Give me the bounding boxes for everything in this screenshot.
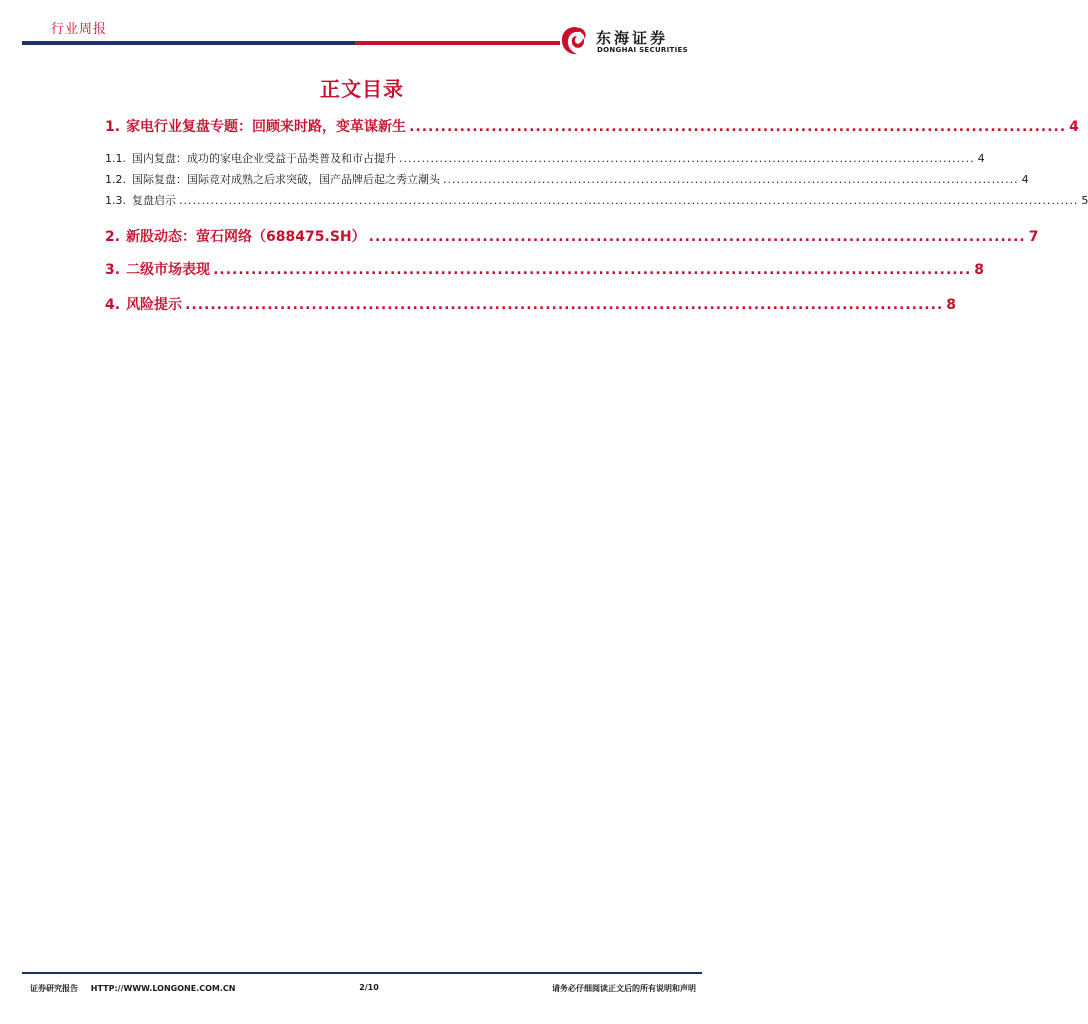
footer-page-number: 2/10 xyxy=(359,983,379,992)
toc-entry-number: 4. xyxy=(105,297,121,313)
toc-entry-page: 4 xyxy=(1021,173,1029,186)
toc-dot-leader: ........................................................................................................................................................................................................ xyxy=(179,194,1079,207)
footer-website-link[interactable]: HTTP://WWW.LONGONE.COM.CN xyxy=(90,984,236,993)
toc-entry-1-1[interactable] xyxy=(105,150,985,166)
toc-entry-page: 5 xyxy=(1081,194,1088,207)
toc-entry-number: 3. xyxy=(105,262,121,278)
brand-name-en: DONGHAI SECURITIES xyxy=(597,46,688,54)
toc-entry-text: 国际复盘：国际竞对成熟之后求突破，国产品牌后起之秀立潮头 xyxy=(132,173,440,186)
toc-entry-number: 2. xyxy=(105,229,121,245)
toc-entry-1-3[interactable] xyxy=(105,192,1088,208)
toc-entry-2[interactable] xyxy=(105,226,1039,246)
brand-name-cn: 东海证券 xyxy=(596,29,669,47)
header-rule-navy xyxy=(22,41,355,45)
toc-dot-leader: ........................................................................................................................ xyxy=(213,262,972,278)
toc-entry-text: 风险提示 xyxy=(126,297,183,313)
brand-logo xyxy=(558,24,708,58)
dragon-logo-icon xyxy=(558,24,592,58)
toc-entry-number: 1. xyxy=(105,119,121,135)
header-rule-red xyxy=(355,41,560,45)
toc-entry-page: 8 xyxy=(946,297,957,313)
toc-entry-text: 国内复盘：成功的家电企业受益于品类普及和市占提升 xyxy=(132,152,396,165)
toc-entry-page: 4 xyxy=(1069,119,1079,135)
toc-entry-number: 1.1. xyxy=(105,152,126,165)
toc-dot-leader: ........................................................................................................................ xyxy=(185,297,944,313)
toc-entry-page: 7 xyxy=(1028,229,1039,245)
toc-title: 正文目录 xyxy=(320,77,404,101)
footer-left xyxy=(30,983,235,994)
toc-entry-1[interactable] xyxy=(105,116,1079,136)
toc-dot-leader: ................................................................................................................................ xyxy=(443,173,1019,186)
toc-entry-number: 1.3. xyxy=(105,194,126,207)
toc-entry-text: 二级市场表现 xyxy=(126,262,211,278)
toc-entry-4[interactable] xyxy=(105,294,957,314)
toc-entry-text: 复盘启示 xyxy=(132,194,176,207)
toc-entry-3[interactable] xyxy=(105,259,985,279)
toc-entry-1-2[interactable] xyxy=(105,171,1029,187)
toc-entry-text: 新股动态：萤石网络（688475.SH） xyxy=(126,229,366,245)
toc-entry-page: 4 xyxy=(977,152,985,165)
footer-report-label: 证券研究报告 xyxy=(30,984,78,993)
footer-disclaimer: 请务必仔细阅读正文后的所有说明和声明 xyxy=(552,984,696,993)
toc-entry-page: 8 xyxy=(974,262,985,278)
toc-entry-text: 家电行业复盘专题：回顾来时路，变革谋新生 xyxy=(126,119,407,135)
report-type-label: 行业周报 xyxy=(51,22,108,37)
toc-entry-number: 1.2. xyxy=(105,173,126,186)
toc-dot-leader: ........................................................................................................ xyxy=(409,119,1067,135)
toc-dot-leader: ................................................................................................................................ xyxy=(399,152,975,165)
footer-rule xyxy=(22,972,702,974)
toc-dot-leader: ........................................................................................................ xyxy=(368,229,1026,245)
